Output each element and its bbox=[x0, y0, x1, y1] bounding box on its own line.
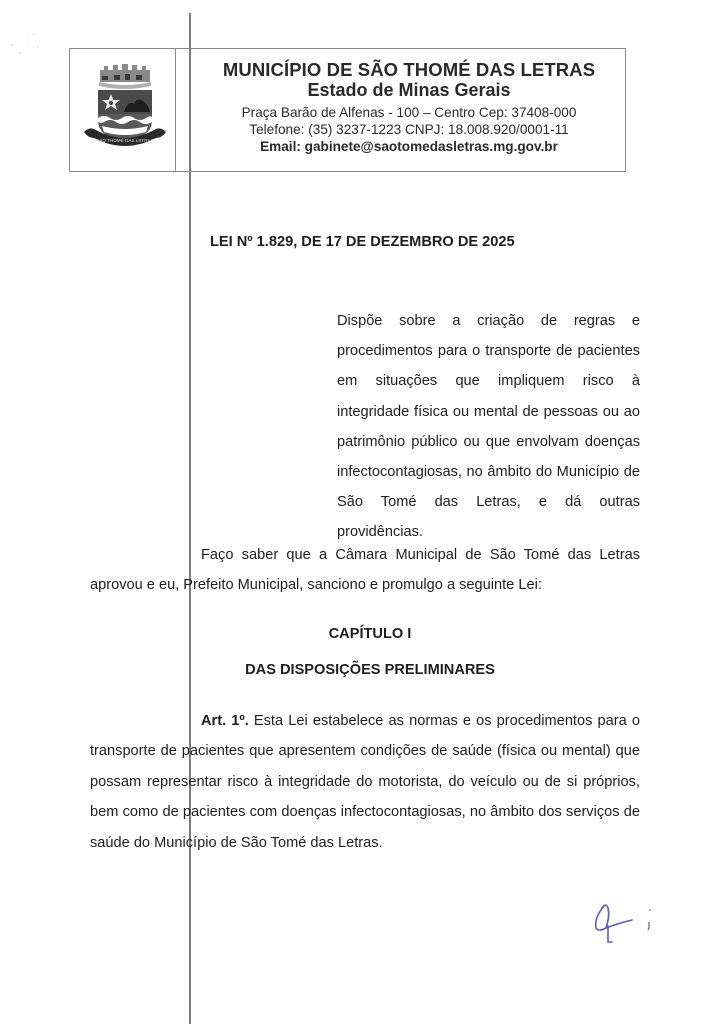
address-line: Praça Barão de Alfenas - 100 – Centro Cep: 37408-000 bbox=[241, 105, 577, 120]
article-1-text: Esta Lei estabelece as normas e os procedimentos para o transporte de pacientes que apresentem condições de saúde (física ou mental) que possam representar risco à integridade do motorista, do veículo ou de si próprios, bem como de pacientes com doenças infectocontagiosas, no âmbito dos serviços de saúde do Município de São Tomé das Letras. bbox=[90, 713, 640, 851]
article-1-label: Art. 1º. bbox=[201, 713, 249, 729]
chapter-number: CAPÍTULO I bbox=[328, 626, 412, 642]
preamble-paragraph: Faço saber que a Câmara Municipal de São Tomé das Letras aprovou e eu, Prefeito Municipal, sanciono e promulgo a seguinte Lei: bbox=[90, 547, 640, 594]
signature-initials bbox=[586, 898, 656, 958]
state-name: Estado de Minas Gerais bbox=[307, 80, 511, 100]
logo-caption: SÃO THOMÉ DAS LETRAS bbox=[96, 138, 154, 143]
phone-cnpj-line: Telefone: (35) 3237-1223 CNPJ: 18.008.920/0001-11 bbox=[249, 122, 569, 137]
coat-of-arms-logo bbox=[80, 62, 170, 152]
chapter-title: DAS DISPOSIÇÕES PRELIMINARES bbox=[245, 662, 495, 678]
article-1 bbox=[90, 706, 640, 858]
law-title: LEI Nº 1.829, DE 17 DE DEZEMBRO DE 2025 bbox=[210, 234, 515, 250]
municipality-name: MUNICÍPIO DE SÃO THOMÉ DAS LETRAS bbox=[222, 59, 596, 80]
law-ementa: Dispõe sobre a criação de regras e procedimentos para o transporte de pacientes em situações que impliquem risco à integridade física ou mental de pessoas ou ao patrimônio público ou que envolvam doenças infectocontagiosas, no âmbito do Município de São Tomé das Letras, e dá outras providências. bbox=[337, 313, 640, 541]
letterhead-divider bbox=[175, 48, 176, 172]
scan-specks bbox=[0, 25, 50, 65]
letterhead-text bbox=[196, 60, 622, 155]
email-line: Email: gabinete@saotomedasletras.mg.gov.br bbox=[260, 139, 558, 154]
